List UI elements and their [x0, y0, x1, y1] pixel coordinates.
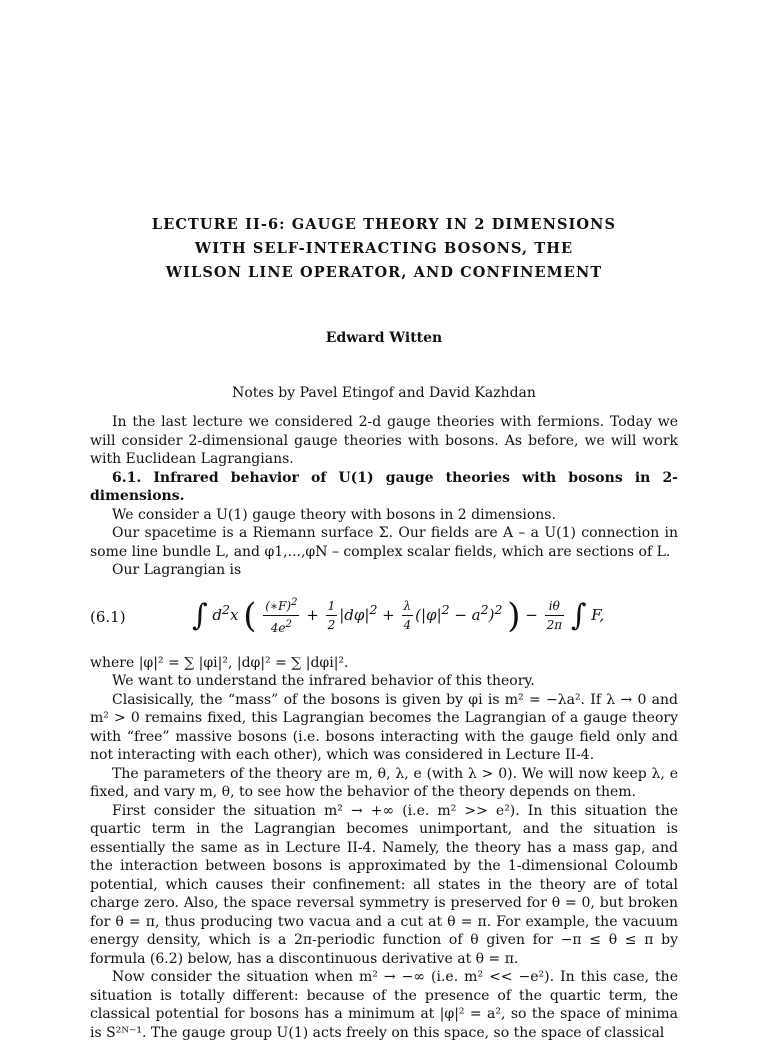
paragraph: We want to understand the infrared behavior of this theory.: [112, 673, 535, 689]
paragraph: Now consider the situation when m² → −∞ (i.e. m² << −e²). In this case, the situation is totally different: because of the presence of the quartic term, the classical potential for bosons has a minimum at |φ|² = a², so the space of minima is S²ᴺ⁻¹. The gauge group U(1) acts freely on this space, so the space of classical: [90, 969, 678, 1041]
notes-credit: Notes by Pavel Etingof and David Kazhdan: [232, 385, 536, 401]
section-heading: 6.1. Infrared behavior of U(1) gauge theories with bosons in 2-dimensions.: [90, 469, 678, 504]
paragraph: We consider a U(1) gauge theory with bosons in 2 dimensions.: [112, 506, 556, 523]
equation-number: (6.1): [90, 607, 126, 626]
title-line-2: WITH SELF-INTERACTING BOSONS, THE: [194, 240, 574, 257]
lagrangian-formula: ∫ $d^2x$ ( $\frac{(∗F)^2}{4e^2}$ + $\frac{1}{2}$ $|d\varphi|^2$ + $\frac{\lambda}{4}$ $(|\varphi|^2 - a^2)^2$ ) − $\frac{i\theta}{2\pi}$ ∫ F,: [192, 595, 605, 636]
lecture-title: [90, 213, 678, 285]
paragraph: The parameters of the theory are m, θ, λ, e (with λ > 0). We will now keep λ, e fixed, and vary m, θ, to see how the behavior of the theory depends on them.: [90, 765, 678, 800]
title-line-3: WILSON LINE OPERATOR, AND CONFINEMENT: [165, 264, 603, 281]
paragraph: Our spacetime is a Riemann surface Σ. Our fields are A – a U(1) connection in some line bundle L, and φ1,...,φN – complex scalar fields, which are sections of L.: [90, 525, 678, 560]
title-line-1: LECTURE II-6: GAUGE THEORY IN 2 DIMENSIONS: [151, 216, 617, 233]
paragraph: where |φ|² = ∑ |φi|², |dφ|² = ∑ |dφi|².: [90, 654, 349, 671]
paragraph: Clasisically, the “mass” of the bosons is given by φi is m² = −λa². If λ → 0 and m² > 0 remains fixed, this Lagrangian becomes the Lagrangian of a gauge theory with “free” massive bosons (i.e. bosons interacting with the gauge field only and not interacting with each other), which was considered in Lecture II-4.: [90, 691, 678, 763]
paper-body: [90, 413, 678, 1042]
author-name: Edward Witten: [325, 330, 443, 346]
intro-paragraph: In the last lecture we considered 2-d gauge theories with fermions. Today we will consider 2-dimensional gauge theories with bosons. As before, we will work with Euclidean Lagrangians.: [90, 414, 678, 467]
equation-6-1: [90, 588, 678, 650]
paragraph: First consider the situation m² → +∞ (i.e. m² >> e²). In this situation the quartic term in the Lagrangian becomes unimportant, and the situation is essentially the same as in Lecture II-4. Namely, the theory has a mass gap, and the interaction between bosons is approximated by the 1-dimensional Coloumb potential, which causes their confinement: all states in the theory are of total charge zero. Also, the space reversal symmetry is preserved for θ = 0, but broken for θ = π, thus producing two vacua and a cut at θ = π. For example, the vacuum energy density, which is a 2π-periodic function of θ given for −π ≤ θ ≤ π by formula (6.2) below, has a discontinuous derivative at θ = π.: [90, 802, 678, 967]
paragraph: Our Lagrangian is: [112, 562, 242, 578]
